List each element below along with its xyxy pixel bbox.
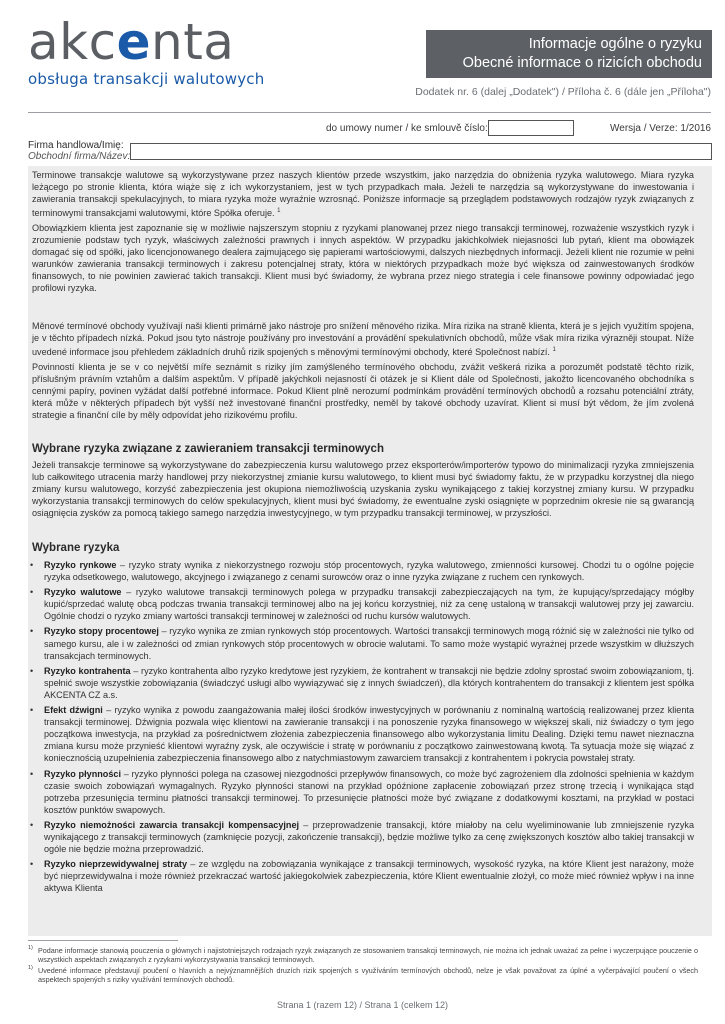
risk-list	[28, 559, 698, 897]
risk-item-leverage: • Efekt dźwigni – ryzyko wynika z powodu zaangażowania małej ilości środków inwestycyjnych w porównaniu z nominalną wartością realizowanej przez klienta transakcji terminowej. Dźwignia pozwala więc klientowi na zawieranie transakcji i na ponoszenie ryzyka finansowego w większej skali, niż świadczy o tym jego początkowa inwestycja, na przykład za pośrednictwem złożenia zabezpieczenia finansowego albo wykorzystania limitu Dealing. Dzięki temu nawet nieznaczna zmiana kursu może przynieść klientowi wyraźny zysk, ale oczywiście i stratę w porównaniu z początkowo zainwestowaną kwotą. Ta sytuacja może się wiązać z koniecznością uzupełnienia zabezpieczenia finansowego albo z natychmiastowym zawarciem transakcji z kontrahentem i pokrycia powstałej straty.	[30, 705, 694, 764]
annex-label: Dodatek nr. 6 (dalej „Dodatek") / Příloha č. 6 (dále jen „Příloha")	[415, 86, 711, 98]
footnote-divider	[28, 940, 178, 941]
firm-name-label	[28, 140, 130, 162]
akcenta-logo	[28, 14, 268, 94]
title-czech: Obecné informace o rizicích obchodu	[462, 55, 702, 71]
risk-item-market: • Ryzyko rynkowe – ryzyko straty wynika z niekorzystnego rozwoju stóp procentowych, ryzyka walutowego, zmienności kursowej. Chodzi tu o ogólne pojęcie ryzyka odsetkowego, walutowego, akcyjnego i związanego z cenami surowców oraz o inne ryzyka związane z ruchem cen rynkowych.	[30, 560, 694, 583]
section-title-selected-risks: Wybrane ryzyka	[32, 542, 120, 554]
risk-item-interest-rate: • Ryzyko stopy procentowej – ryzyko wynika ze zmian rynkowych stóp procentowych. Wartości transakcji terminowych mogą różnić się w zależności nie tylko od samego kursu, ale i w zależności od zmian rynkowych stóp procentowych w obrocie walutami. To samo może wystąpić wyrażnej przede wszystkim w dłuższych transakcjach terminowych.	[30, 626, 694, 661]
contract-row	[326, 120, 711, 136]
firm-label-polish: Firma handlowa/Imię:	[28, 140, 124, 151]
risk-item-counterparty: • Ryzyko kontrahenta – ryzyko kontrahenta albo ryzyko kredytowe jest ryzykiem, że kontrahent w transakcji nie będzie zdolny sprostać swoim zobowiązaniom, tj. spełnić swoje wszystkie zobowiązania (świadczyć usługi albo wywiązywać się z innych świadczeń), dla których kontrahentem do transakcji z klientem jest spółka AKCENTA CZ a.s.	[30, 665, 694, 700]
page-number: Strana 1 (razem 12) / Strana 1 (celkem 12)	[276, 1000, 449, 1010]
intro-paragraph-cz: Měnové termínové obchody využívají naši klienti primárně jako nástroje pro snížení měnového rizika. Míra rizika na straně klienta, která je s jejich využitím spojena, je v těchto případech nízká. Pokud jsou tyto nástroje používány pro investování a provádění spekulativních obchodů, může však míra rizika výrazněji stoupat. Níže uvedené informace jsou přehledem základních druhů rizik spojených s měnovými termínovými obchody, které Společnost nabízí. $^1$	[32, 321, 694, 358]
contract-number-field[interactable]	[488, 120, 574, 136]
client-duty-paragraph-cz: Povinností klienta je se v co největší míře seznámit s riziky jím zamýšleného termínového obchodu, zvážit veškerá rizika a porozumět podstatě těchto rizik, příslušným právním vztahům a dalším aspektům. V případě jakýchkoli nejasností či otázek je si Klient dále od Společnosti, jakožto licencovaného obchodníka s cennými papíry, povinen vyžádat další potřebné informace. Pokud Klient plně nerozumí podmínkám provádění termínových obchodů a rozsahu potenciální ztráty, která může v některých případech být vyšší než investované finanční prostředky, neměl by takové obchody uzavírat. Klient si musí být vědom, že jím zvolená strategie a finanční cíle by měly odpovídat jeho rizikovému profilu.	[32, 362, 694, 421]
document-title-box	[426, 30, 712, 78]
risk-item-currency: • Ryzyko walutowe – ryzyko walutowe transakcji terminowych polega w przypadku transakcji zabezpieczających na tym, że kupujący/sprzedający mógłby kupić/sprzedać walutę obcą podczas trwania transakcji terminowej albo na jej końcu korzystniej, niż za cenę ustaloną w transakcji walutowej przy jej zawarciu. Ogólnie chodzi o ryzyko zmiany wartości transakcji terminowej w zależności od ruchu kursów walutowych.	[30, 587, 695, 622]
risk-item-unpredictable-loss: • Ryzyko nieprzewidywalnej straty – ze względu na zobowiązania wynikające z transakcji terminowych, wysokość ryzyka, na które Klient jest narażony, może być nieprzewidywalna i może również przekraczać wartość jakiegokolwiek zabezpieczenia, które Klient ewentualnie złożył, co może mieć również wpływ i na inne aktywa Klienta	[30, 859, 694, 894]
intro-paragraph-pl: Terminowe transakcje walutowe są wykorzystywane przez naszych klientów przede wszystkim, jako narzędzia do obniżenia ryzyka walutowego. Miara ryzyka leżącego po stronie klienta, która wiąże się z ich wykorzystaniem, jest w tych przypadkach mała. Jeżeli te narzędzia są wykorzystywane do inwestowania i zawierania transakcji spekulacyjnych, to miara ryzyka może wyraźnie wzrosnąć. Poniższe informacje są przeglądem podstawowych rodzajów ryzyk związanych z terminowymi transakcjami walutowymi, które Spółka oferuje. $^1$	[32, 170, 694, 219]
footnote-czech: 1) Uvedené informace představují poučení o hlavních a nejvýznamnějších druzích rizik spojených s využíváním termínových obchodů, nelze je však považovat za úplné a vyčerpávající poučení o všech aspektech spojených s riziky využívání termínových obchodů.	[28, 965, 698, 985]
firm-label-czech: Obchodní firma/Název:	[28, 151, 131, 162]
client-duty-paragraph-pl: Obowiązkiem klienta jest zapoznanie się w możliwie najszerszym stopniu z ryzykami planowanej przez niego transakcji terminowej, rozważenie wszystkich ryzyk i zrozumienie podstaw tych ryzyk, właściwych zależności prawnych i innych aspektów. W przypadku jakichkolwiek niejasności lub pytań, klient ma obowiązek domagać się od spółki, jako licencjonowanego dealera zajmującego się papierami wartościowymi, dalszych niezbędnych informacji. Jeżeli klient nie rozumie w pełni warunków zawierania transakcji terminowych i zakresu potencjalnej straty, która w niektórych przypadkach może być większa od zainwestowanych środków finansowych, to nie powinien zawierać takich transakcji. Klient musi być świadomy, że wybrana przez niego strategia i cele finansowe powinny odpowiadać jego profilowi ryzyka.	[32, 223, 694, 294]
risk-item-liquidity: • Ryzyko płynności – ryzyko płynności polega na czasowej niezgodności przepływów finansowych, co może być zagrożeniem dla zdolności spełnienia w każdym czasie swoich zobowiązań wymagalnych. Ryzyko płynności stanowi na przykład opóźnione zapłacenie zobowiązań przez stronę trzecią i wynikająca stąd potrzeba przesunięcia terminu płatności transakcji terminowej. To przesunięcie płatności może być związane z dodatkowymi kosztami, na przykład w postaci kosztów punktów swapowych.	[30, 768, 694, 815]
footnote-polish: 1) Podane informacje stanowią pouczenia o głównych i najistotniejszych rodzajach ryzyk związanych ze stosowaniem transakcji terminowych, nie można ich jednak uważać za pełne i wyczerpujące pouczenie o wszystkich aspektach związanych z ryzykami wykorzystywania transakcji terminowych.	[28, 945, 698, 965]
logo-tagline: obsługa transakcji walutowych	[28, 70, 265, 88]
contract-number-label: do umowy numer / ke smlouvě číslo:	[326, 123, 488, 134]
header-divider	[28, 112, 711, 113]
version-label: Wersja / Verze: 1/2016	[610, 123, 711, 134]
forward-risks-paragraph: Jeżeli transakcje terminowe są wykorzystywane do zabezpieczenia kursu walutowego przez eksporterów/importerów typowo do minimalizacji ryzyka zmniejszenia lub całkowitego utracenia marży handlowej przy niekorzystnej zmianie kursu walutowego, to klient musi być świadomy faktu, że w przypadku korzystnej dla niego zmiany kursu walutowego, korzyść zabezpieczenia jest okupiona niemożliwością uzyskania zysku wynikającego z takiej korzystnej zmiany kursu. W przypadku wykorzystania transakcji terminowych do celów spekulacyjnych, klient musi być świadomy, że ewentualne zyski osiągnięte w poprzednim okresie nie są gwarancją osiągnięcia zysków za pomocą takiego samego narzędzia inwestycyjnego, w tym przypadku transakcji terminowej, w przyszłości.	[32, 460, 694, 519]
risk-item-compensation: • Ryzyko niemożności zawarcia transakcji kompensacyjnej – przeprowadzenie transakcji, które miałoby na celu wyeliminowanie lub zmniejszenie ryzyka wynikającego z transakcji terminowych (zamknięcie pozycji, zakończenie transakcji), będzie możliwe tylko za cenę zwiększonych kosztów albo takiej transakcji w ogóle nie będzie można przeprowadzić.	[30, 819, 694, 855]
firm-name-field[interactable]	[130, 143, 712, 160]
title-polish: Informacje ogólne o ryzyku	[528, 36, 702, 52]
logo-wordmark: akcenta	[28, 13, 235, 71]
section-title-forward-risks: Wybrane ryzyka związane z zawieraniem transakcji terminowych	[32, 443, 384, 455]
